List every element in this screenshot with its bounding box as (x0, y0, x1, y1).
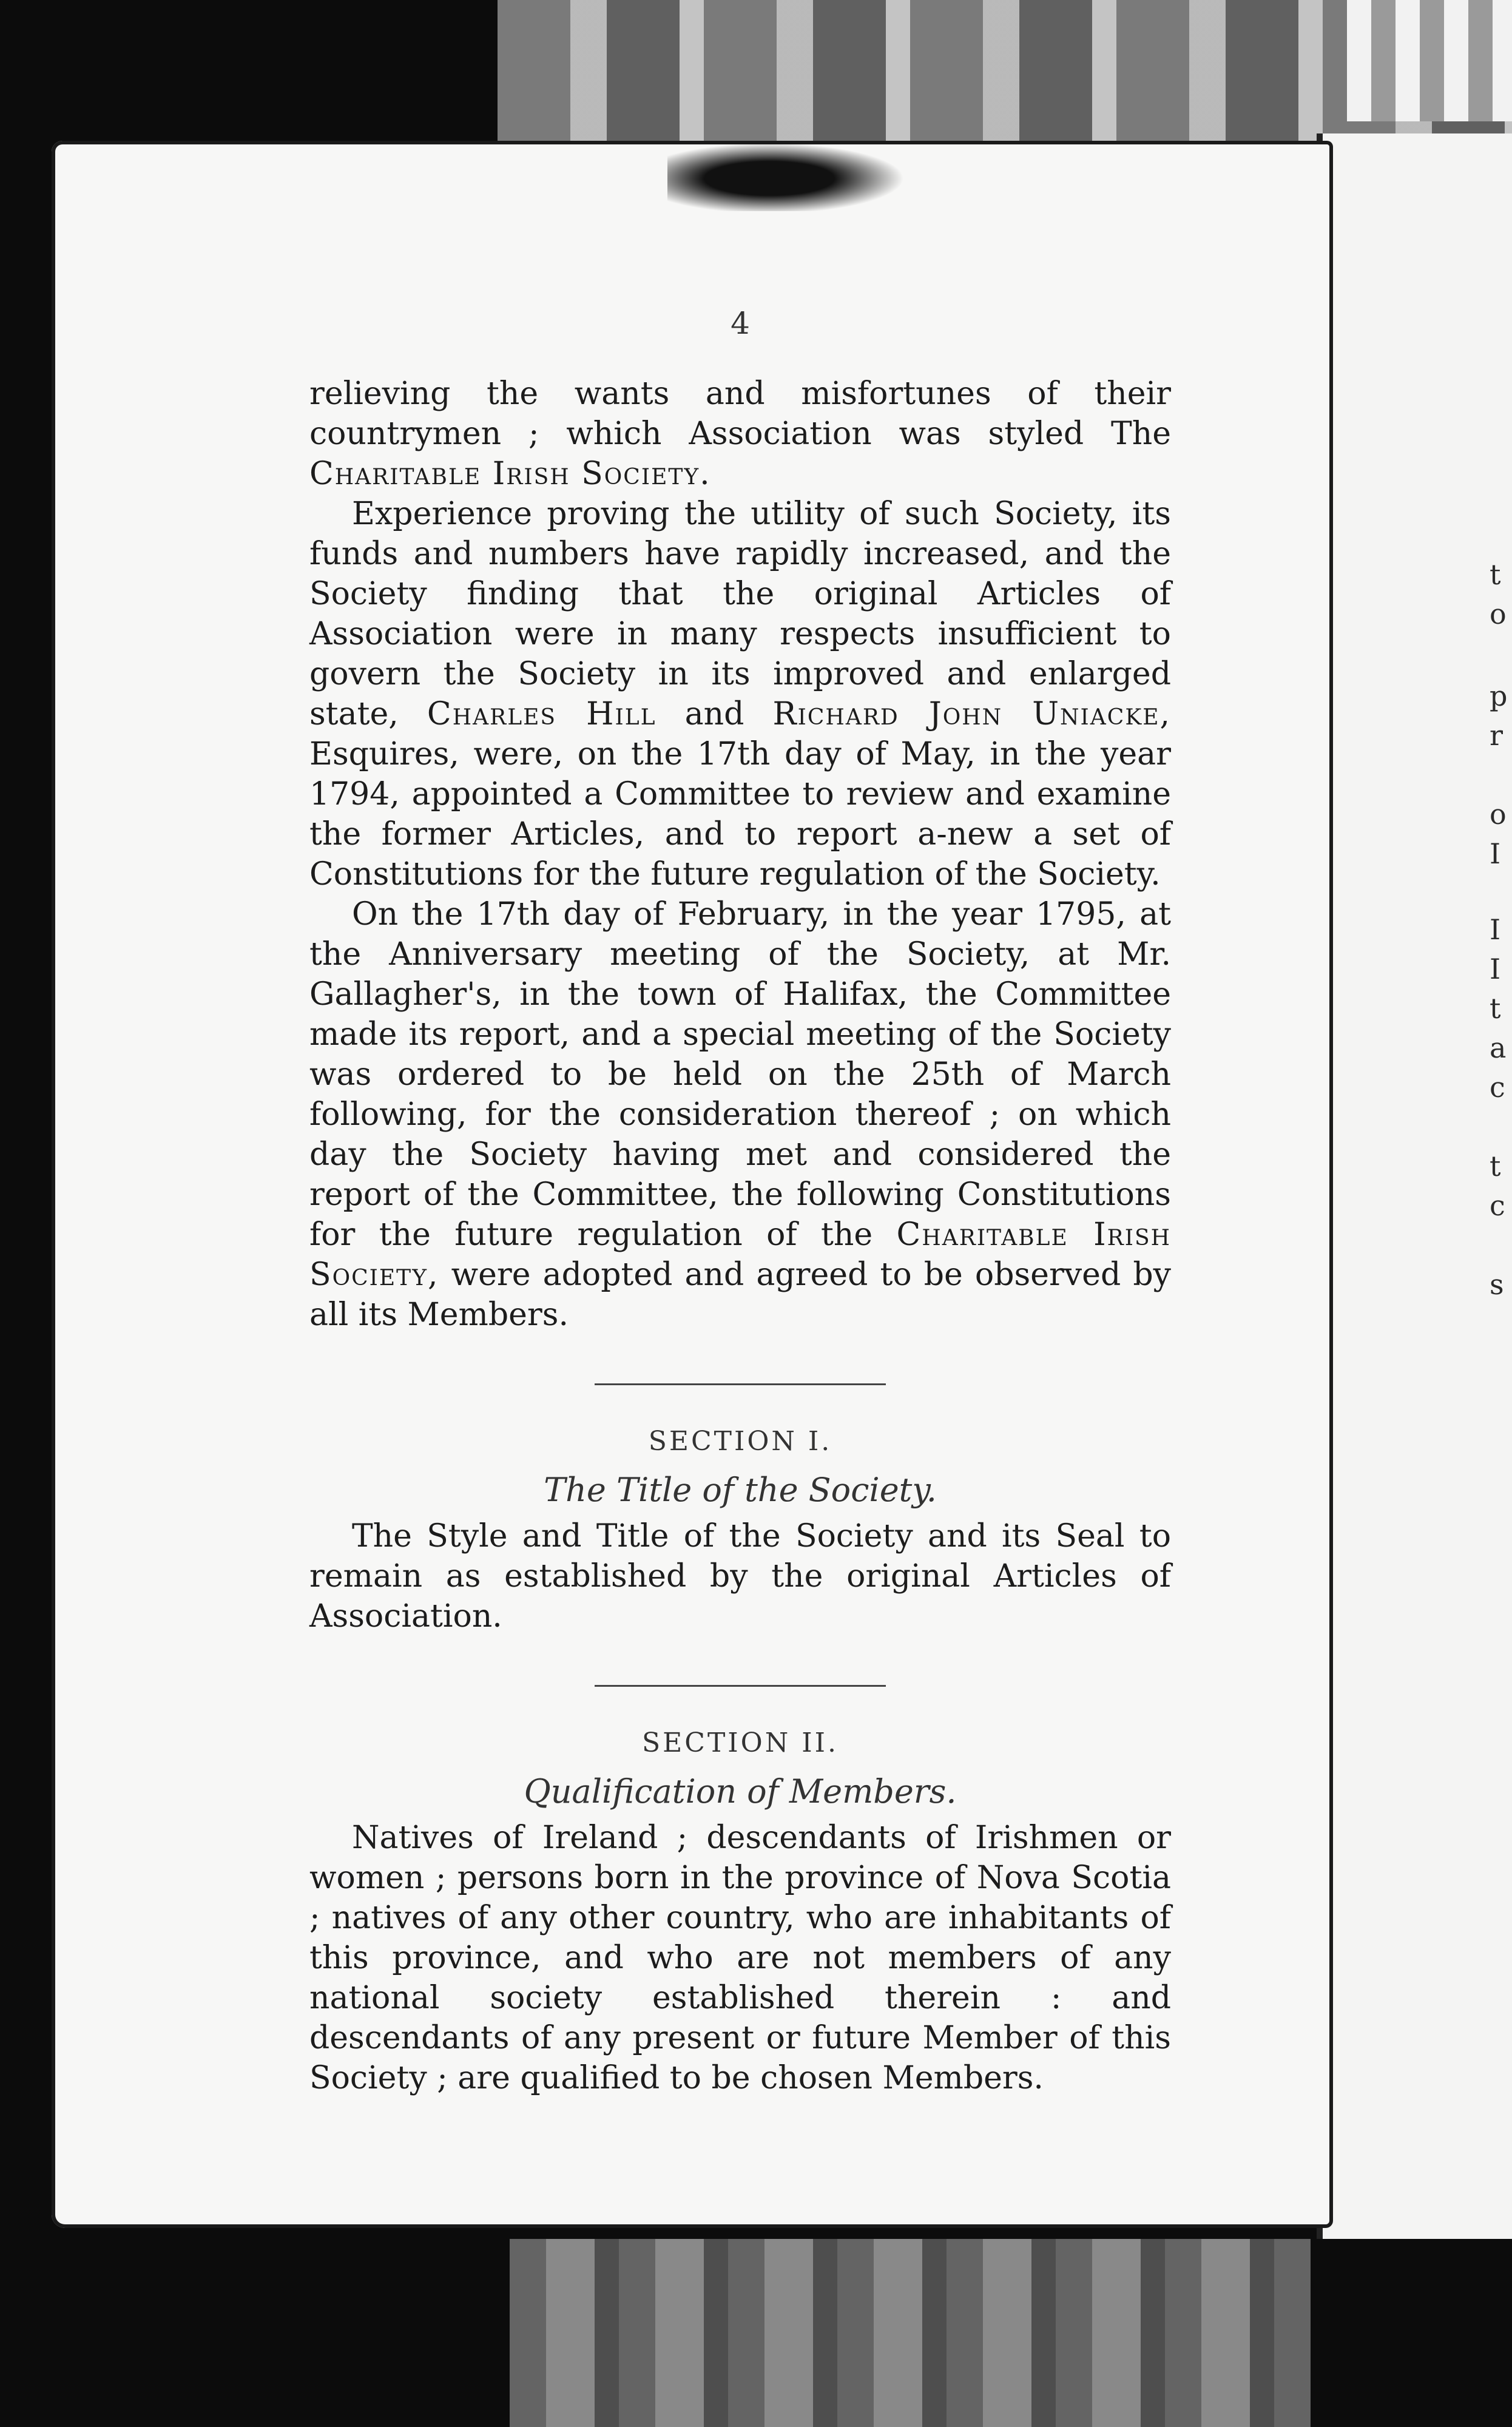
scan-background-bottom (510, 2239, 1311, 2427)
intro-paragraph-1 (309, 374, 1171, 494)
section-2-body: Natives of Ireland ; descendants of Irishmen or women ; persons born in the province of Nova Scotia ; natives of any other country, who are inhabitants of this province, and who are not members of any national society established therein : and descendants of any present or future Member of this Society ; are qualified to be chosen Members. (309, 1820, 1171, 2096)
facing-page-fragment: t (1490, 1150, 1501, 1183)
section-2-heading: SECTION II. (642, 1727, 839, 1758)
section-1-body: The Style and Title of the Society and its Seal to remain as established by the original Articles of Association. (309, 1518, 1171, 1635)
facing-page-fragment: t (1490, 992, 1501, 1025)
intro-text: relieving the wants and misfortunes of their countrymen ; which Association was styled The (309, 376, 1171, 452)
facing-page-fragment: o (1490, 798, 1507, 831)
facing-page-fragment: p (1490, 680, 1508, 712)
page-content (309, 303, 1171, 2098)
facing-page-fragment: r (1490, 719, 1503, 752)
intro-text: Experience proving the utility of such Society, its funds and numbers have rapidly increased, and the Society finding that the original Articles of Association were in many respects insufficient to govern the Society in its improved and enlarged state, (309, 496, 1171, 732)
section-1-title: The Title of the Society. (544, 1471, 937, 1509)
section-2-title: Qualification of Members. (524, 1772, 957, 1811)
intro-paragraph-2 (309, 494, 1171, 894)
facing-page (1317, 133, 1512, 2239)
page-number: 4 (731, 306, 750, 341)
facing-page-fragment: I (1490, 913, 1501, 946)
person-name: Charles Hill (427, 696, 656, 732)
facing-page-fragment: I (1490, 953, 1501, 985)
facing-page-fragment: c (1490, 1071, 1505, 1104)
facing-page-fragment: a (1490, 1031, 1507, 1064)
facing-page-fragment: s (1490, 1268, 1504, 1301)
intro-paragraph-3 (309, 894, 1171, 1335)
section-1-heading: SECTION I. (648, 1426, 832, 1457)
section-divider (595, 1685, 886, 1687)
facing-page-fragment: t (1490, 558, 1501, 591)
facing-page-fragment: I (1490, 837, 1501, 870)
person-name: Richard John Uniacke, (772, 696, 1172, 732)
facing-page-fragment: o (1490, 598, 1507, 630)
intro-text: and (684, 696, 744, 732)
binding-tear-mark (667, 138, 922, 211)
society-name: Charitable Irish Society. (309, 456, 711, 492)
intro-text: On the 17th day of February, in the year 1795, at the Anniversary meeting of the Society, at Mr. Gallagher's, in the town of Halifax, the Committee made its report, and a special meeting of the Society was ordered to be held on the 25th of March following, for the consideration thereof ; on which day the Society having met and considered the report of the Committee, the following Constitutions for the future regulation of the (309, 896, 1171, 1253)
section-divider (595, 1383, 886, 1385)
intro-text: Esquires, were, on the 17th day of May, in the year 1794, appointed a Committee to review and examine the former Articles, and to report a-new a set of Constitutions for the future regulation of the Society. (309, 736, 1171, 893)
scan-background-top-right (1347, 0, 1512, 121)
society-name: Charitable Irish Society, (309, 1217, 1171, 1293)
facing-page-fragment: c (1490, 1189, 1505, 1222)
intro-text: were adopted and agreed to be observed by all its Members. (309, 1257, 1171, 1333)
